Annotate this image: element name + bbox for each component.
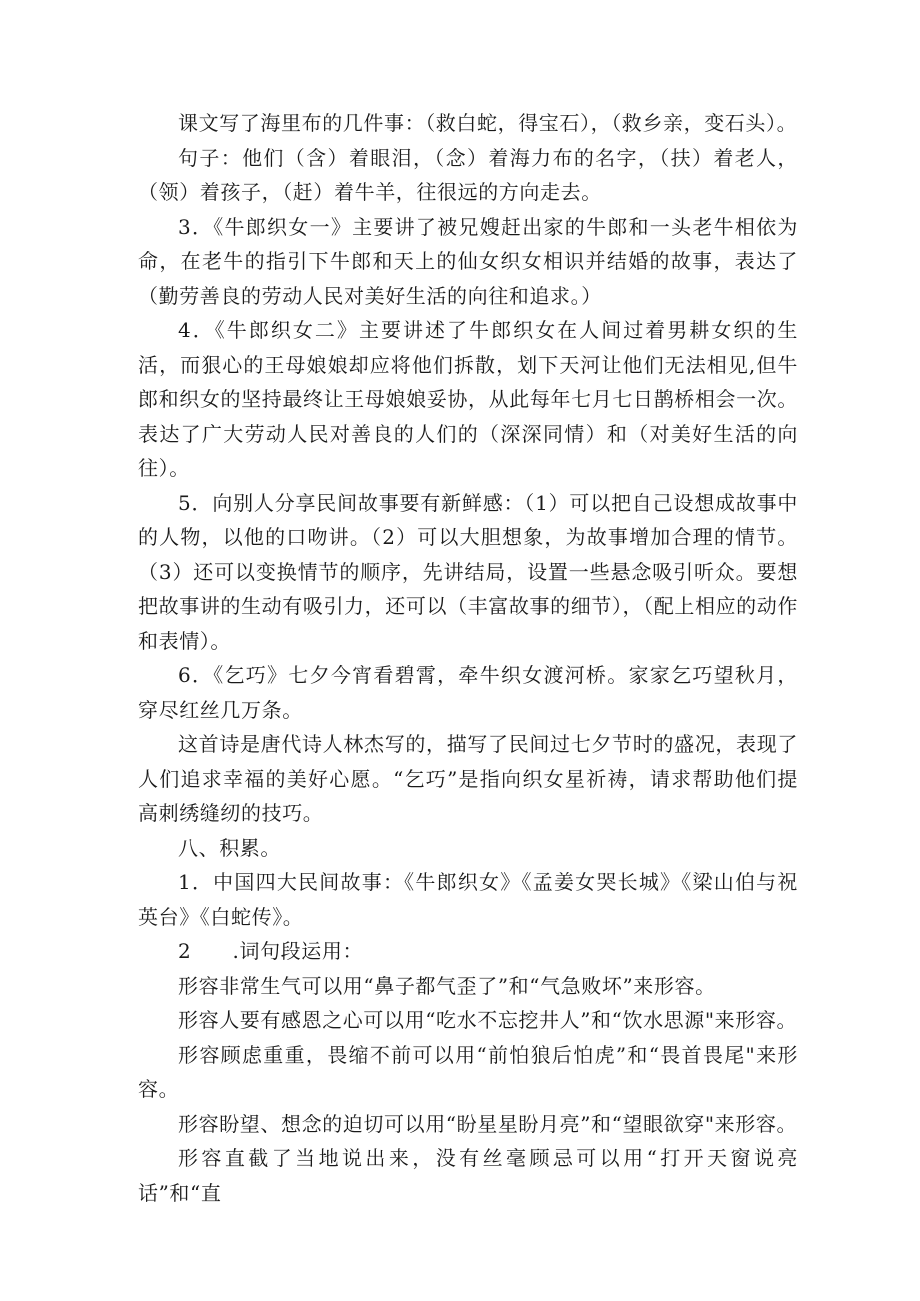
paragraph: 形容直截了当地说出来，没有丝毫顾忌可以用“打开天窗说亮话”和“直: [138, 1146, 798, 1205]
paragraph: 1．中国四大民间故事：《牛郎织女》《孟姜女哭长城》《梁山伯与祝英台》《白蛇传》。: [138, 870, 798, 929]
paragraph: 4．《牛郎织女二》主要讲述了牛郎织女在人间过着男耕女织的生活，而狠心的王母娘娘却应将他们拆散，划下天河让他们无法相见,但牛郎和织女的坚持最终让王母娘娘妥协，从此每年七月七日鹊桥相会一次。表达了广大劳动人民对善良的人们的（深深同情）和（对美好生活的向往）。: [138, 318, 798, 480]
paragraph: 形容盼望、想念的迫切可以用“盼星星盼月亮”和“望眼欲穿"来形容。: [178, 1111, 798, 1136]
document-body: [138, 106, 798, 1210]
paragraph: 6．《乞巧》七夕今宵看碧霄，牵牛织女渡河桥。家家乞巧望秋月，穿尽红丝几万条。: [138, 663, 798, 722]
paragraph: 形容顾虑重重，畏缩不前可以用“前怕狼后怕虎”和“畏首畏尾"来形容。: [138, 1042, 798, 1101]
paragraph: 句子：他们（含）着眼泪，（念）着海力布的名字，（扶）着老人，（领）着孩子，（赶）着牛羊，往很远的方向走去。: [138, 145, 798, 204]
paragraph: 形容非常生气可以用“鼻子都气歪了”和“气急败坏”来形容。: [178, 973, 716, 998]
paragraph: 这首诗是唐代诗人林杰写的，描写了民间过七夕节时的盛况，表现了人们追求幸福的美好心愿。“乞巧”是指向织女星祈祷，请求帮助他们提高刺绣缝纫的技巧。: [138, 732, 798, 825]
paragraph: 形容人要有感恩之心可以用“吃水不忘挖井人”和“饮水思源"来形容。: [178, 1008, 798, 1032]
paragraph: 2 .词句段运用：: [178, 939, 364, 963]
section-heading: 八、积累。: [178, 835, 281, 860]
paragraph: 5．向别人分享民间故事要有新鲜感：（1）可以把自己设想成故事中的人物，以他的口吻讲。（2）可以大胆想象，为故事增加合理的情节。（3）还可以变换情节的顺序，先讲结局，设置一些悬念吸引听众。要想把故事讲的生动有吸引力，还可以（丰富故事的细节），（配上相应的动作和表情）。: [138, 490, 798, 653]
paragraph: 课文写了海里布的几件事：（救白蛇，得宝石），（救乡亲，变石头）。: [178, 111, 798, 135]
paragraph: 3．《牛郎织女一》主要讲了被兄嫂赶出家的牛郎和一头老牛相依为命，在老牛的指引下牛郎和天上的仙女织女相识并结婚的故事，表达了（勤劳善良的劳动人民对美好生活的向往和追求。）: [138, 214, 798, 308]
